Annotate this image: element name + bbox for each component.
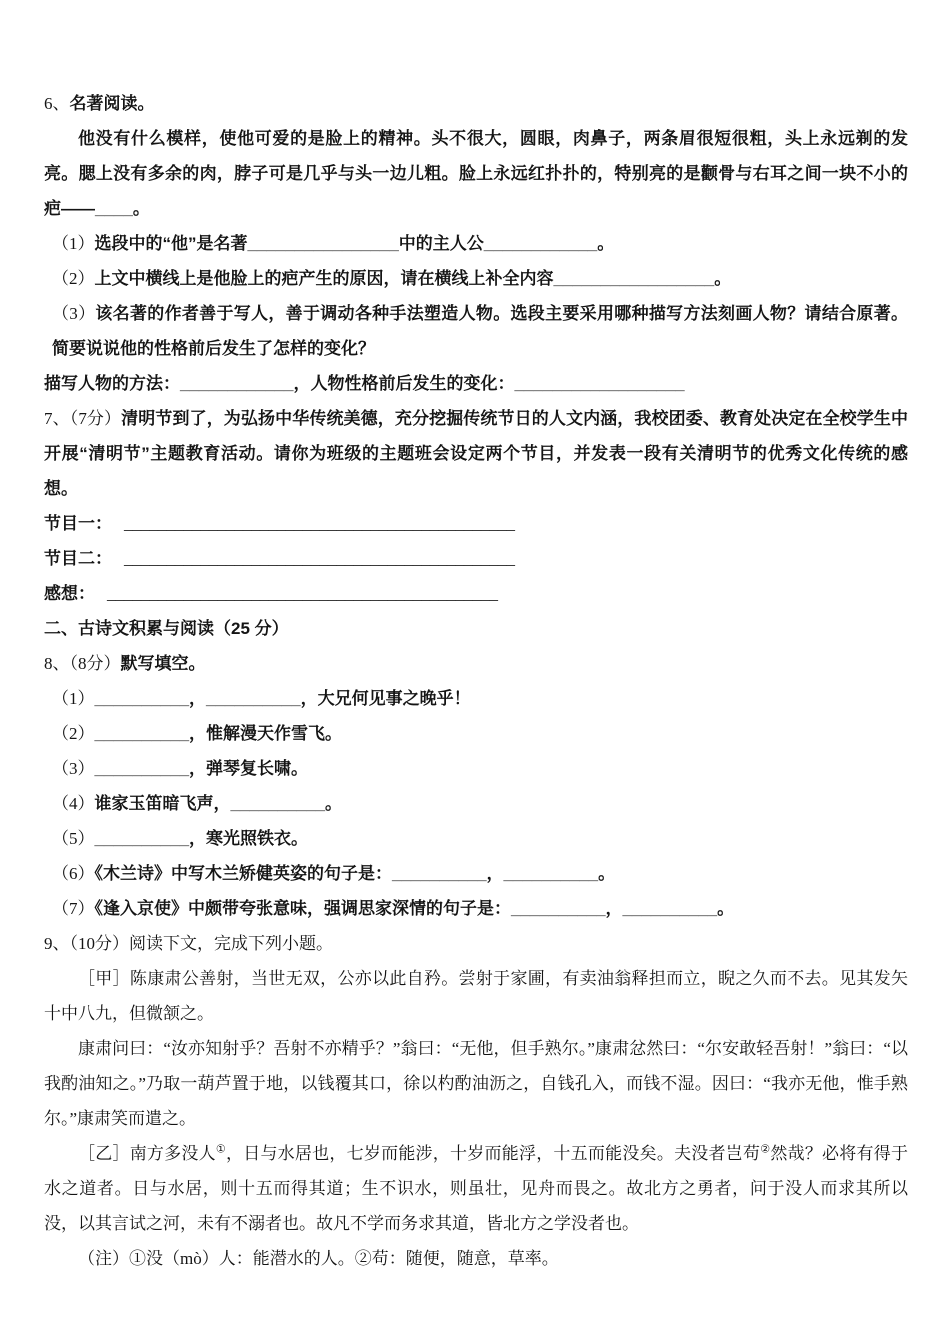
q8-item-2 [44, 716, 908, 751]
q8-item-7-number: （7） [52, 899, 95, 918]
q6-passage: 他没有什么模样，使他可爱的是脸上的精神。头不很大，圆眼，肉鼻子，两条眉很短很粗，头上永远剃的发亮。腮上没有多余的肉，脖子可是几乎与头一边儿粗。脸上永远红扑扑的，特别亮的是颧骨与右耳之间一块不小的疤——____。 [44, 129, 908, 218]
q7-item-program2 [44, 541, 908, 576]
section2-heading: 二、古诗文积累与阅读（25 分） [44, 619, 289, 638]
q6-answer-line: 描写人物的方法：____________，人物性格前后发生的变化：__________________ [44, 374, 685, 393]
q7-number: 7、（7分） [44, 409, 122, 428]
q9-passage-jia-para1: ［甲］陈康肃公善射，当世无双，公亦以此自矜。尝射于家圃，有卖油翁释担而立，睨之久而不去。见其发矢十中八九，但微颔之。 [44, 969, 908, 1023]
q6-sub1 [44, 226, 908, 261]
q9-number: 9、（10分） [44, 934, 129, 953]
q8-item-7 [44, 891, 908, 926]
q7-program2-blank: ______________________________________________ [124, 549, 515, 568]
q8-item-7-text: 《逢入京使》中颇带夸张意味，强调思家深情的句子是：__________，__________。 [94, 899, 735, 918]
q8-item-6 [44, 856, 908, 891]
q8-item-1-number: （1） [52, 689, 95, 708]
q8-item-4-number: （4） [52, 794, 95, 813]
q8-item-5 [44, 821, 908, 856]
q6-sub3 [44, 296, 908, 366]
q8-item-3-number: （3） [52, 759, 95, 778]
q6-sub2-number: （2） [52, 269, 95, 288]
q6-title: 名著阅读。 [69, 94, 155, 113]
q8-item-5-text: __________，寒光照铁衣。 [94, 829, 309, 848]
q9-passage-jia-para2: 康肃问曰：“汝亦知射乎？吾射不亦精乎？”翁曰：“无他，但手熟尔。”康肃忿然曰：“尔安敢轻吾射！”翁曰：“以我酌油知之。”乃取一葫芦置于地，以钱覆其口，徐以杓酌油沥之，自钱孔入，而钱不湿。因曰：“我亦无他，惟手熟尔。”康肃笑而遣之。 [44, 1039, 908, 1128]
q9-yi-segment3: 然哉？必将有得于水之道者。日与水居，则十五而得其道；生不识水，则虽壮，见舟而畏之。故北方之勇者，问于没人而求其所以没，以其言试之河，未有不溺者也。故凡不学而务求其道，皆北方之学没者也。 [44, 1144, 908, 1233]
q6-sub3-number: （3） [52, 304, 96, 323]
q7-program1-label: 节目一： [44, 514, 112, 533]
q8-item-2-text: __________，惟解漫天作雪飞。 [94, 724, 343, 743]
q6-sub3-text: 该名著的作者善于写人，善于调动各种手法塑造人物。选段主要采用哪种描写方法刻画人物？请结合原著。简要说说他的性格前后发生了怎样的变化？ [52, 304, 909, 358]
q8-title: 默写填空。 [120, 654, 206, 673]
q7-reflection-blank: ______________________________________________ [107, 584, 498, 603]
q6-sub1-text: 选段中的“他”是名著________________中的主人公____________。 [94, 234, 615, 253]
q8-item-4 [44, 786, 908, 821]
q8-heading [44, 646, 908, 681]
q7-text: 清明节到了，为弘扬中华传统美德，充分挖掘传统节日的人文内涵，我校团委、教育处决定在全校学生中开展“清明节”主题教育活动。请你为班级的主题班会设定两个节目，并发表一段有关清明节的优秀文化传统的感想。 [44, 409, 909, 498]
q6-sub2-text: 上文中横线上是他脸上的疤产生的原因，请在横线上补全内容_________________。 [94, 269, 732, 288]
q9-annotations: （注）①没（mò）人：能潜水的人。②苟：随便，随意，草率。 [78, 1249, 559, 1268]
q7-item-program1 [44, 506, 908, 541]
q8-item-6-number: （6） [52, 864, 95, 883]
q8-item-3 [44, 751, 908, 786]
q8-item-2-number: （2） [52, 724, 95, 743]
q8-item-5-number: （5） [52, 829, 95, 848]
q9-yi-note-ref-2: ② [760, 1143, 771, 1156]
q6-number: 6、 [44, 94, 70, 113]
q6-sub2 [44, 261, 908, 296]
q9-yi-segment1: ［乙］南方多没人 [78, 1144, 216, 1163]
q6-heading [44, 86, 908, 121]
q7-program1-blank: ______________________________________________ [124, 514, 515, 533]
q9-heading [44, 926, 908, 961]
q7-reflection-label: 感想： [44, 584, 95, 603]
q9-passage-yi [44, 1136, 908, 1241]
q9-title: 阅读下文，完成下列小题。 [129, 934, 333, 953]
q9-yi-note-ref-1: ① [215, 1143, 226, 1156]
q7-question [44, 401, 908, 506]
q8-item-1-text: __________，__________，大兄何见事之晚乎！ [94, 689, 471, 708]
q7-item-reflection [44, 576, 908, 611]
q8-item-1 [44, 681, 908, 716]
q8-item-6-text: 《木兰诗》中写木兰矫健英姿的句子是：__________，__________。 [94, 864, 616, 883]
q8-item-4-text: 谁家玉笛暗飞声，__________。 [94, 794, 343, 813]
q9-yi-segment2: ，日与水居也，七岁而能涉，十岁而能浮，十五而能没矣。夫没者岂苟 [225, 1144, 761, 1163]
q7-program2-label: 节目二： [44, 549, 112, 568]
q8-item-3-text: __________，弹琴复长啸。 [94, 759, 309, 778]
q8-number: 8、（8分） [44, 654, 121, 673]
q6-sub1-number: （1） [52, 234, 95, 253]
